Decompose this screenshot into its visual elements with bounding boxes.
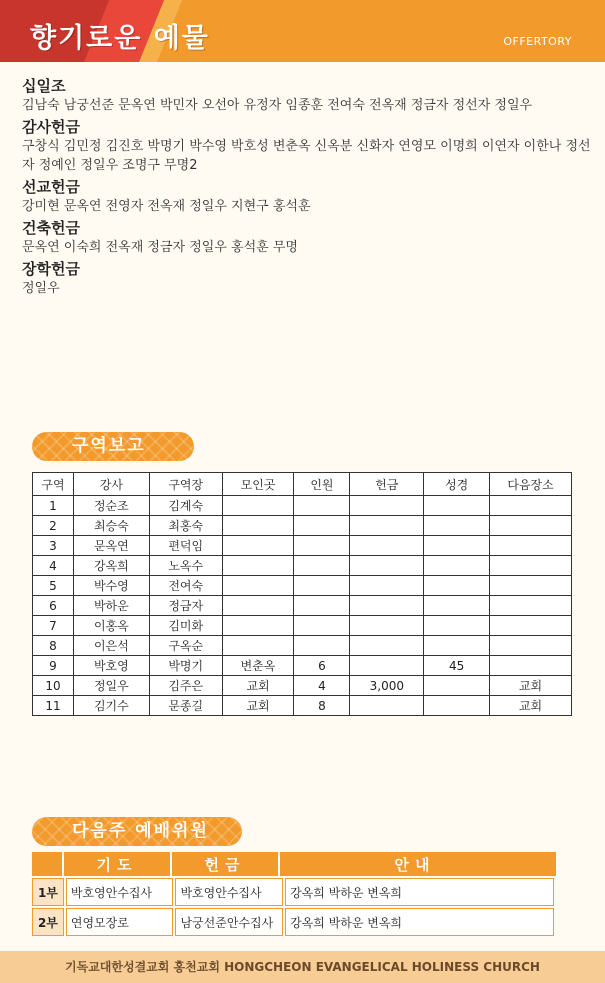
- table-cell: [294, 636, 350, 656]
- table-cell: [350, 696, 424, 716]
- table-row: [32, 878, 556, 906]
- table-cell: [490, 496, 572, 516]
- table-row: [33, 636, 572, 656]
- thanks-offering-names: 구창식 김민정 김진호 박명기 박수영 박호성 변춘옥 신옥분 신화자 연영모 이명희 이연자 이한나 정선자 정예인 정일우 조명구 무명2: [22, 139, 591, 173]
- table-cell: 교회: [222, 696, 294, 716]
- table-cell: [350, 556, 424, 576]
- table-row: [33, 556, 572, 576]
- mission-offering-title: 선교헌금: [22, 178, 80, 196]
- header-banner: [0, 0, 605, 62]
- building-offering-title: 건축헌금: [22, 219, 80, 237]
- table-cell: [294, 556, 350, 576]
- church-footer: 기독교대한성결교회 홍천교회 HONGCHEON EVANGELICAL HOLINESS CHURCH: [0, 951, 605, 983]
- table-cell: [222, 596, 294, 616]
- table-cell: 박하운: [73, 596, 149, 616]
- column-header: 강사: [73, 473, 149, 496]
- table-cell: [424, 536, 490, 556]
- guide-cell: 강옥희 박하운 변옥희: [285, 908, 554, 936]
- table-cell: 3,000: [350, 676, 424, 696]
- table-cell: 7: [33, 616, 74, 636]
- table-cell: 45: [424, 656, 490, 676]
- column-header: 모인곳: [222, 473, 294, 496]
- table-cell: 교회: [222, 676, 294, 696]
- table-cell: [490, 596, 572, 616]
- table-cell: [424, 556, 490, 576]
- table-cell: [424, 636, 490, 656]
- table-cell: [490, 616, 572, 636]
- table-cell: 김주은: [149, 676, 222, 696]
- table-cell: 6: [33, 596, 74, 616]
- table-cell: [424, 676, 490, 696]
- table-cell: [222, 496, 294, 516]
- column-header: 구역장: [149, 473, 222, 496]
- scholarship-offering-names: 정일우: [22, 281, 60, 296]
- prayer-cell: 박호영안수집사: [66, 878, 174, 906]
- district-report-table: [32, 472, 572, 716]
- table-cell: 편덕임: [149, 536, 222, 556]
- table-row: [33, 496, 572, 516]
- table-cell: [222, 636, 294, 656]
- column-header: 다음장소: [490, 473, 572, 496]
- service-label: 2부: [32, 908, 64, 936]
- table-cell: 10: [33, 676, 74, 696]
- table-row: [33, 616, 572, 636]
- table-cell: [294, 616, 350, 636]
- table-cell: 8: [33, 636, 74, 656]
- table-cell: [424, 516, 490, 536]
- table-cell: 교회: [490, 696, 572, 716]
- column-header: 인원: [294, 473, 350, 496]
- district-report-badge: 구역보고: [32, 432, 194, 461]
- table-cell: [350, 656, 424, 676]
- table-cell: 6: [294, 656, 350, 676]
- table-cell: 4: [294, 676, 350, 696]
- table-cell: [424, 616, 490, 636]
- worship-committee-table: [32, 852, 556, 936]
- table-cell: [424, 496, 490, 516]
- column-header: 헌금: [172, 852, 280, 876]
- table-cell: [350, 616, 424, 636]
- column-header: [32, 852, 64, 876]
- scholarship-offering-title: 장학헌금: [22, 260, 80, 278]
- prayer-cell: 연영모장로: [66, 908, 174, 936]
- table-cell: 정순조: [73, 496, 149, 516]
- table-cell: [350, 496, 424, 516]
- column-header: 구역: [33, 473, 74, 496]
- page-subtitle: OFFERTORY: [503, 35, 572, 48]
- table-cell: [424, 596, 490, 616]
- table-cell: [294, 576, 350, 596]
- table-row: [33, 536, 572, 556]
- table-row: [33, 676, 572, 696]
- column-header: 안내: [394, 855, 436, 874]
- table-cell: [222, 536, 294, 556]
- table-cell: [222, 516, 294, 536]
- table-cell: [350, 636, 424, 656]
- table-cell: 최홍숙: [149, 516, 222, 536]
- table-cell: [350, 516, 424, 536]
- table-header-row: [32, 852, 556, 876]
- table-row: [33, 516, 572, 536]
- table-cell: [424, 576, 490, 596]
- table-cell: [350, 536, 424, 556]
- tithe-names: 김남숙 남궁선준 문옥연 박민자 오선아 유정자 임종훈 전여숙 전옥재 정금자 정선자 정일우: [22, 98, 533, 113]
- table-cell: 11: [33, 696, 74, 716]
- table-cell: 3: [33, 536, 74, 556]
- table-cell: 전여숙: [149, 576, 222, 596]
- table-cell: [424, 696, 490, 716]
- mission-offering-names: 강미현 문옥연 전영자 전옥재 정일우 지현구 홍석훈: [22, 199, 311, 214]
- column-header: 헌금: [350, 473, 424, 496]
- table-cell: 김계숙: [149, 496, 222, 516]
- table-cell: [490, 556, 572, 576]
- table-cell: 정일우: [73, 676, 149, 696]
- table-cell: [350, 596, 424, 616]
- table-cell: [490, 636, 572, 656]
- table-header-row: [33, 473, 572, 496]
- table-cell: 박명기: [149, 656, 222, 676]
- tithe-title: 십일조: [22, 77, 66, 95]
- table-cell: 문옥연: [73, 536, 149, 556]
- table-cell: [490, 516, 572, 536]
- offering-cell: 남궁선준안수집사: [175, 908, 283, 936]
- table-cell: 4: [33, 556, 74, 576]
- table-cell: [490, 576, 572, 596]
- table-cell: [294, 516, 350, 536]
- table-cell: 김미화: [149, 616, 222, 636]
- table-cell: 최승숙: [73, 516, 149, 536]
- table-cell: 변춘옥: [222, 656, 294, 676]
- table-cell: [490, 536, 572, 556]
- table-row: [33, 576, 572, 596]
- table-cell: [222, 556, 294, 576]
- table-row: [32, 908, 556, 936]
- offering-cell: 박호영안수집사: [175, 878, 283, 906]
- column-header: 성경: [424, 473, 490, 496]
- table-cell: [294, 496, 350, 516]
- table-cell: [490, 656, 572, 676]
- guide-cell: 강옥희 박하운 변옥희: [285, 878, 554, 906]
- column-header: 기도: [64, 852, 172, 876]
- table-cell: 구옥순: [149, 636, 222, 656]
- table-cell: [294, 596, 350, 616]
- table-cell: 문종길: [149, 696, 222, 716]
- table-cell: 5: [33, 576, 74, 596]
- table-cell: 김기수: [73, 696, 149, 716]
- table-cell: [222, 576, 294, 596]
- table-cell: 8: [294, 696, 350, 716]
- table-row: [33, 696, 572, 716]
- page-title: 향기로운 예물: [30, 23, 210, 54]
- table-cell: 이은석: [73, 636, 149, 656]
- table-cell: [294, 536, 350, 556]
- table-cell: 강옥희: [73, 556, 149, 576]
- table-cell: 1: [33, 496, 74, 516]
- table-cell: 박수영: [73, 576, 149, 596]
- table-cell: 노옥수: [149, 556, 222, 576]
- offering-lists: [22, 76, 592, 300]
- table-cell: 교회: [490, 676, 572, 696]
- table-cell: 박호영: [73, 656, 149, 676]
- table-cell: 이홍옥: [73, 616, 149, 636]
- service-label: 1부: [32, 878, 64, 906]
- table-cell: [222, 616, 294, 636]
- table-cell: 2: [33, 516, 74, 536]
- table-cell: 9: [33, 656, 74, 676]
- table-row: [33, 596, 572, 616]
- thanks-offering-title: 감사헌금: [22, 118, 80, 136]
- table-row: [33, 656, 572, 676]
- building-offering-names: 문옥연 이숙희 전옥재 정금자 정일우 홍석훈 무명: [22, 240, 298, 255]
- table-cell: [350, 576, 424, 596]
- worship-committee-badge: 다음주 예배위원: [32, 817, 242, 846]
- table-cell: 정금자: [149, 596, 222, 616]
